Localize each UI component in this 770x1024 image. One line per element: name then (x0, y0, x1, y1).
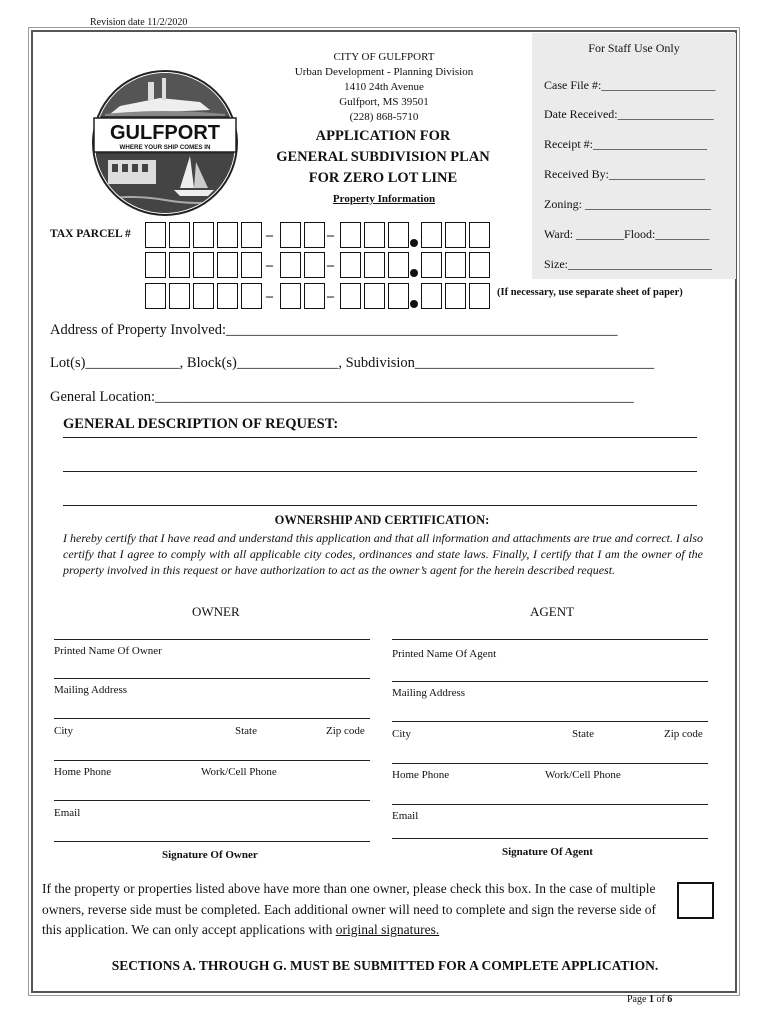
tax-parcel-digit-box[interactable] (145, 252, 166, 278)
owner-phone-line[interactable] (54, 760, 370, 761)
sections-requirement: SECTIONS A. THROUGH G. MUST BE SUBMITTED FOR A COMPLETE APPLICATION. (111, 958, 659, 973)
owner-email-label: Email (54, 807, 81, 819)
tax-parcel-digit-box[interactable] (364, 283, 385, 309)
lot-block-subdivision-field[interactable]: Lot(s)_____________, Block(s)______________, Subdivision_________________________________ (50, 355, 655, 371)
owner-signature-line[interactable] (54, 841, 370, 842)
case-file-field[interactable]: Case File #:___________________ (544, 78, 716, 92)
tax-parcel-digit-box[interactable] (304, 283, 325, 309)
description-line-3[interactable] (63, 505, 697, 506)
date-received-field[interactable]: Date Received:________________ (544, 107, 714, 121)
tax-parcel-separator: – (327, 228, 334, 243)
tax-parcel-decimal-dot (410, 269, 418, 277)
tax-parcel-digit-box[interactable] (193, 283, 214, 309)
owner-zip-label: Zip code (326, 725, 365, 737)
tax-parcel-digit-box[interactable] (241, 252, 262, 278)
tax-parcel-digit-box[interactable] (169, 222, 190, 248)
tax-parcel-digit-box[interactable] (145, 222, 166, 248)
tax-parcel-digit-box[interactable] (280, 222, 301, 248)
tax-parcel-digit-box[interactable] (364, 222, 385, 248)
address-field[interactable]: Address of Property Involved:______________________________________________________ (50, 322, 618, 338)
tax-parcel-digit-box[interactable] (469, 283, 490, 309)
description-line-1[interactable] (63, 437, 697, 438)
owner-state-label: State (235, 725, 257, 737)
received-by-field[interactable]: Received By:________________ (544, 167, 705, 181)
tax-parcel-digit-box[interactable] (421, 283, 442, 309)
tax-parcel-digit-box[interactable] (169, 252, 190, 278)
tax-parcel-separator: – (266, 228, 273, 243)
description-line-2[interactable] (63, 471, 697, 472)
agent-work-phone-label: Work/Cell Phone (545, 769, 621, 781)
agent-name-label: Printed Name Of Agent (392, 648, 497, 660)
agent-column-heading: AGENT (530, 604, 575, 619)
tax-parcel-decimal-dot (410, 239, 418, 247)
tax-parcel-digit-box[interactable] (304, 252, 325, 278)
tax-parcel-digit-box[interactable] (217, 252, 238, 278)
page-total: 6 (667, 994, 673, 1005)
revision-date: Revision date 11/2/2020 (90, 17, 188, 28)
tax-parcel-digit-box[interactable] (217, 222, 238, 248)
tax-parcel-digit-box[interactable] (388, 283, 409, 309)
tax-parcel-digit-box[interactable] (193, 252, 214, 278)
agent-signature-line[interactable] (392, 838, 708, 839)
owner-city-label: City (54, 725, 73, 737)
logo-slogan: WHERE YOUR SHIP COMES IN (119, 144, 211, 151)
form-title-line1: APPLICATION FOR (315, 128, 451, 144)
owner-mailing-line[interactable] (54, 678, 370, 679)
staff-use-title: For Staff Use Only (588, 41, 680, 55)
page-current: 1 (648, 994, 654, 1005)
ownership-heading: OWNERSHIP AND CERTIFICATION: (274, 513, 490, 527)
phone-number: (228) 868-5710 (349, 111, 419, 123)
tax-parcel-digit-box[interactable] (169, 283, 190, 309)
tax-parcel-digit-box[interactable] (388, 222, 409, 248)
tax-parcel-digit-box[interactable] (421, 222, 442, 248)
street-address: 1410 24th Avenue (344, 81, 424, 93)
tax-parcel-digit-box[interactable] (217, 283, 238, 309)
certification-text: I hereby certify that I have read and understand this application and that all information and attachments are true and correct. I also certify that I agree to comply with all applicable city codes, ordinances and state laws. Finally, I certify that I am the owner of the property involved in this request or have authorization to act as the owner’s agent for the herein described request. (63, 531, 703, 578)
agent-phone-line[interactable] (392, 763, 708, 764)
tax-parcel-digit-box[interactable] (469, 252, 490, 278)
org-name: CITY OF GULFPORT (333, 51, 435, 63)
owner-email-line[interactable] (54, 800, 370, 801)
owner-home-phone-label: Home Phone (54, 766, 112, 778)
agent-signature-label: Signature Of Agent (502, 846, 593, 858)
agent-city-label: City (392, 728, 411, 740)
tax-parcel-separator: – (327, 258, 334, 273)
tax-parcel-separator: – (266, 289, 273, 304)
receipt-field[interactable]: Receipt #:___________________ (544, 137, 707, 151)
tax-parcel-separator: – (266, 258, 273, 273)
tax-parcel-digit-box[interactable] (445, 222, 466, 248)
tax-parcel-digit-box[interactable] (280, 252, 301, 278)
property-info-heading: Property Information (332, 193, 436, 205)
owner-column-heading: OWNER (192, 604, 240, 619)
staff-use-box (532, 33, 736, 279)
tax-parcel-digit-box[interactable] (280, 283, 301, 309)
separate-sheet-note: (If necessary, use separate sheet of paper) (497, 287, 683, 298)
page-prefix: Page (627, 994, 649, 1005)
tax-parcel-digit-box[interactable] (340, 283, 361, 309)
tax-parcel-digit-box[interactable] (388, 252, 409, 278)
size-field[interactable]: Size:________________________ (544, 257, 712, 271)
multiple-owners-body: If the property or properties listed above have more than one owner, please check this box. In the case of multiple owners, reverse side must be completed. Each additional owner will need to complete and sign the reverse side of this application. We can only accept applications with (42, 881, 657, 937)
agent-mailing-line[interactable] (392, 681, 708, 682)
tax-parcel-digit-box[interactable] (241, 283, 262, 309)
tax-parcel-digit-box[interactable] (304, 222, 325, 248)
tax-parcel-separator: – (327, 289, 334, 304)
agent-mailing-label: Mailing Address (392, 687, 466, 699)
tax-parcel-digit-box[interactable] (469, 222, 490, 248)
tax-parcel-digit-box[interactable] (364, 252, 385, 278)
agent-state-label: State (572, 728, 594, 740)
agent-email-line[interactable] (392, 804, 708, 805)
owner-mailing-label: Mailing Address (54, 684, 128, 696)
city-address: Gulfport, MS 39501 (339, 96, 429, 108)
tax-parcel-digit-box[interactable] (241, 222, 262, 248)
agent-email-label: Email (392, 810, 419, 822)
page-number (627, 994, 672, 1005)
tax-parcel-digit-box[interactable] (445, 283, 466, 309)
agent-name-line[interactable] (392, 639, 708, 640)
page-of: of (653, 994, 668, 1005)
tax-parcel-digit-box[interactable] (340, 252, 361, 278)
division-name: Urban Development - Planning Division (294, 66, 474, 78)
tax-parcel-label: TAX PARCEL # (50, 228, 131, 240)
owner-name-label: Printed Name Of Owner (54, 645, 162, 657)
form-title-line3: FOR ZERO LOT LINE (308, 170, 458, 186)
tax-parcel-digit-box[interactable] (145, 283, 166, 309)
agent-city-line[interactable] (392, 721, 708, 722)
owner-city-line[interactable] (54, 718, 370, 719)
tax-parcel-digit-box[interactable] (445, 252, 466, 278)
multiple-owners-checkbox[interactable] (677, 882, 714, 919)
general-location-field[interactable]: General Location:__________________________________________________________________ (50, 389, 634, 405)
tax-parcel-decimal-dot (410, 300, 418, 308)
agent-home-phone-label: Home Phone (392, 769, 450, 781)
owner-work-phone-label: Work/Cell Phone (201, 766, 277, 778)
agent-zip-label: Zip code (664, 728, 703, 740)
logo-name: GULFPORT (110, 122, 220, 144)
tax-parcel-digit-box[interactable] (421, 252, 442, 278)
ward-flood-field[interactable]: Ward: ________Flood:_________ (544, 227, 710, 241)
original-signatures-text: original signatures. (335, 922, 440, 937)
multiple-owners-text (42, 879, 672, 941)
tax-parcel-digit-box[interactable] (340, 222, 361, 248)
form-title-line2: GENERAL SUBDIVISION PLAN (276, 149, 490, 165)
owner-signature-label: Signature Of Owner (162, 849, 258, 861)
owner-name-line[interactable] (54, 639, 370, 640)
zoning-field[interactable]: Zoning: _____________________ (544, 197, 711, 211)
general-description-heading: GENERAL DESCRIPTION OF REQUEST: (63, 416, 339, 432)
gulfport-seal-logo (90, 68, 240, 218)
tax-parcel-digit-box[interactable] (193, 222, 214, 248)
